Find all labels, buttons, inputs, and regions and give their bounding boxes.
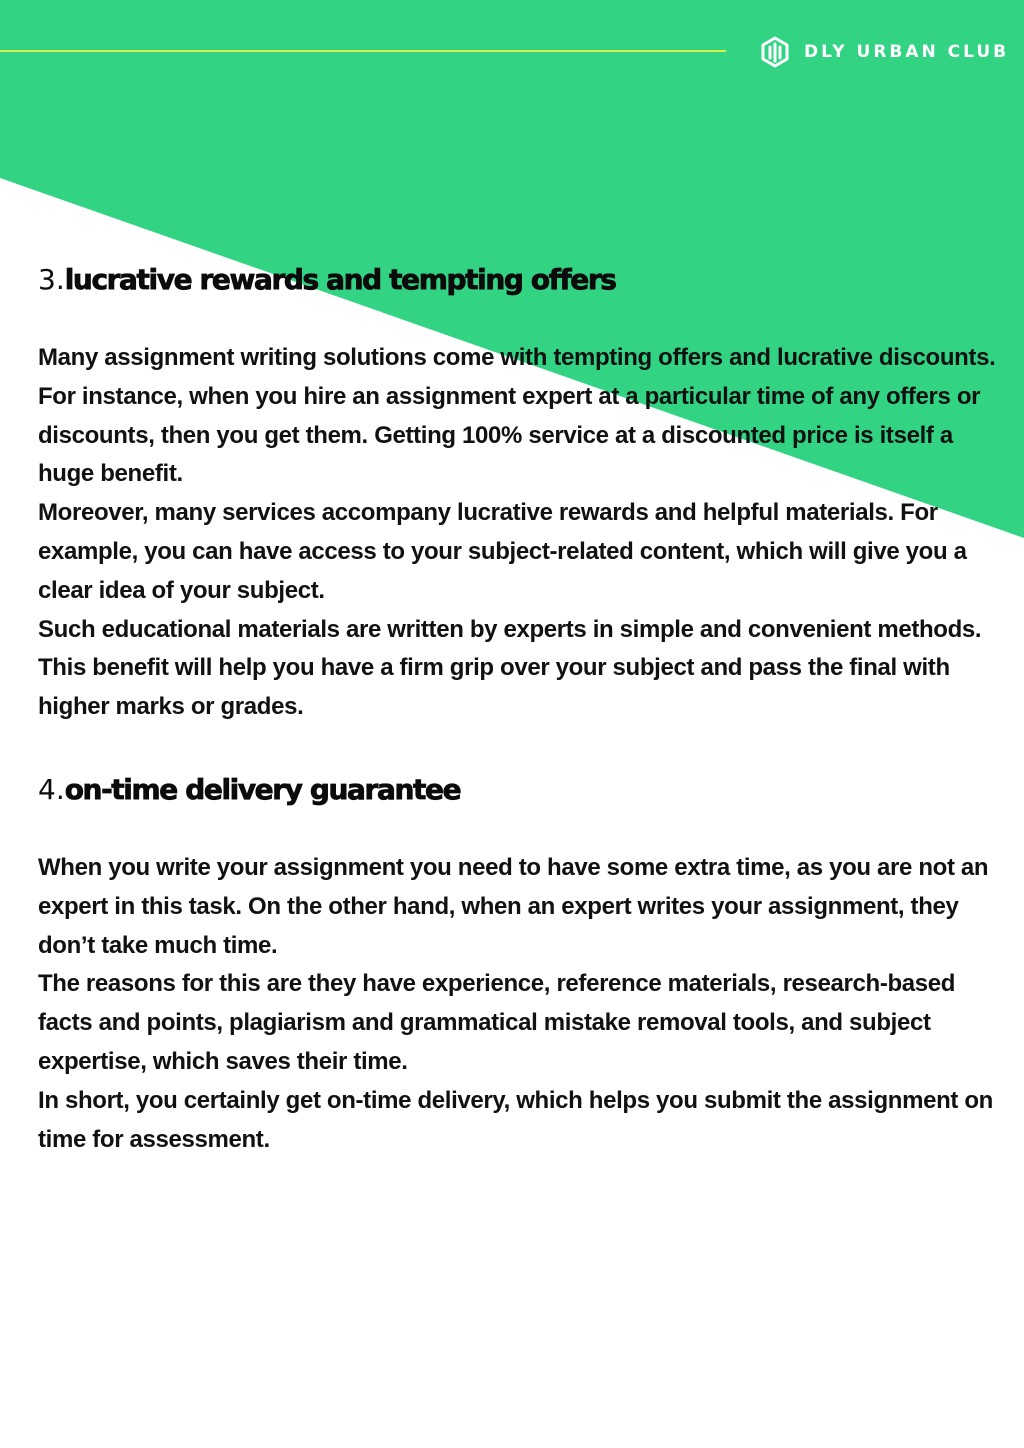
section-body xyxy=(38,849,998,1159)
paragraph: Many assignment writing solutions come with tempting offers and lucrative discounts. For instance, when you hire an assignment expert at a particular time of any offers or discounts, then you get them. Getting 100% service at a discounted price is itself a huge benefit. xyxy=(38,344,996,488)
section-lucrative-rewards xyxy=(38,258,998,727)
paragraph: When you write your assignment you need to have some extra time, as you are not an expert in this task. On the other hand, when an expert writes your assignment, they don’t take much time. xyxy=(38,853,989,959)
section-heading xyxy=(38,258,998,302)
document-content xyxy=(38,258,998,1159)
paragraph: Moreover, many services accompany lucrative rewards and helpful materials. For example, you can have access to your subject-related content, which will give you a clear idea of your subject. xyxy=(38,499,967,604)
brand-name: DLY URBAN CLUB xyxy=(804,42,1010,62)
brand-logo-icon xyxy=(760,36,790,68)
section-on-time-delivery xyxy=(38,768,998,1159)
section-number: 3. xyxy=(38,263,65,296)
header-divider-line xyxy=(0,50,726,52)
brand-logo xyxy=(760,36,1009,68)
section-heading xyxy=(38,768,998,812)
paragraph: Such educational materials are written by experts in simple and convenient methods. This benefit will help you have a firm grip over your subject and pass the final with higher marks or grades. xyxy=(38,615,982,721)
section-body xyxy=(38,339,998,727)
section-title: lucrative rewards and tempting offers xyxy=(64,263,616,296)
paragraph: In short, you certainly get on-time delivery, which helps you submit the assignment on time for assessment. xyxy=(38,1086,993,1153)
section-title: on-time delivery guarantee xyxy=(64,772,461,806)
paragraph: The reasons for this are they have experience, reference materials, research-based facts and points, plagiarism and grammatical mistake removal tools, and subject expertise, which saves their time. xyxy=(38,970,956,1075)
section-number: 4. xyxy=(38,772,65,806)
